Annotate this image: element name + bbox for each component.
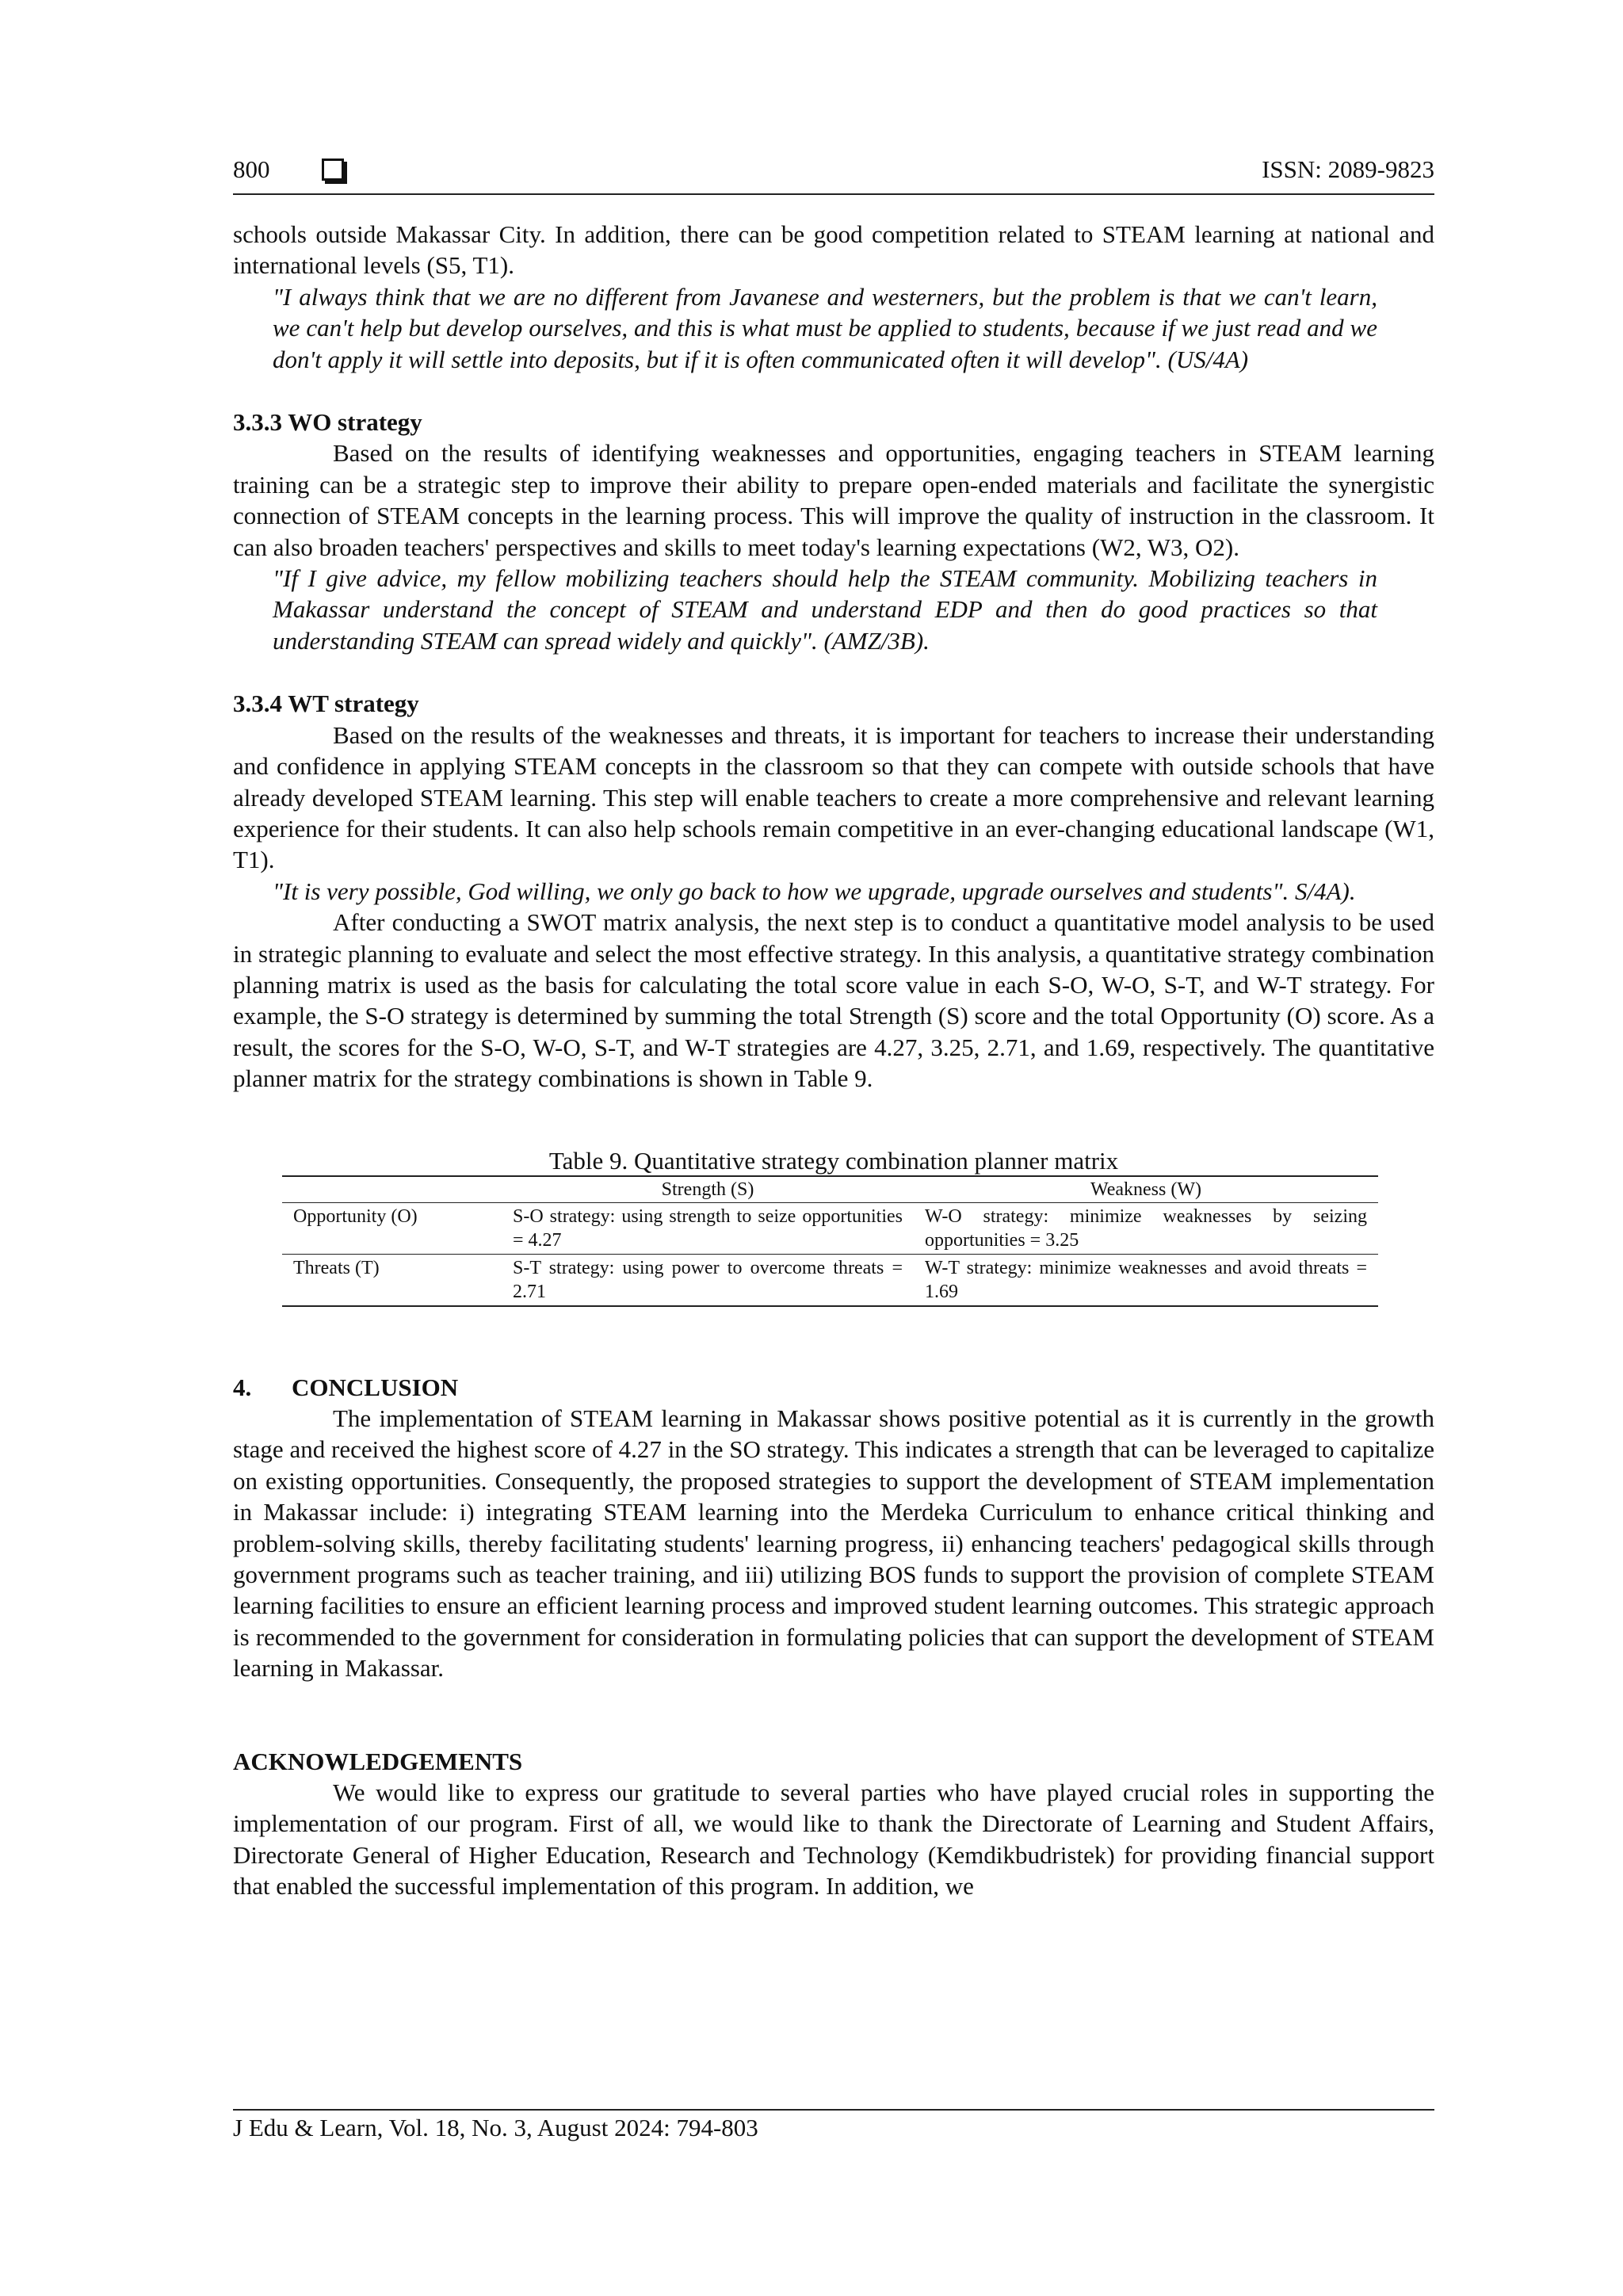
wt-paragraph: Based on the results of the weaknesses and threats, it is important for teachers to increase their understanding and confidence in applying STEAM concepts in the classroom so that they can compete with outside schools that have already developed STEAM learning. This step will enable teachers to create a more comprehensive and relevant learning experience for their students. It can also help schools remain competitive in an ever-changing educational landscape (W1, T1). (233, 720, 1434, 874)
page-header (233, 155, 1434, 195)
interview-quote: "It is very possible, God willing, we only go back to how we upgrade, upgrade ourselves and students". S/4A). (273, 877, 1356, 905)
table-row (282, 1254, 1378, 1306)
conclusion-paragraph: The implementation of STEAM learning in Makassar shows positive potential as it is currently in the growth stage and received the highest score of 4.27 in the SO strategy. This indicates a strength that can be leveraged to capitalize on existing opportunities. Consequently, the proposed strategies to support the development of STEAM implementation in Makassar include: i) integrating STEAM learning into the Merdeka Curriculum to enhance critical thinking and problem-solving skills, thereby facilitating students' learning progress, ii) enhancing teachers' pedagogical skills through government programs such as teacher training, and iii) utilizing BOS funds to support the provision of complete STEAM learning facilities to ensure an efficient learning process and improved student learning outcomes. This strategic approach is recommended to the government for consideration in formulating policies that can support the development of STEAM learning in Makassar. (233, 1404, 1434, 1683)
section-number: 4. (233, 1373, 252, 1401)
interview-quote: "If I give advice, my fellow mobilizing teachers should help the STEAM community. Mobilizing teachers in Makassar understand the concept of STEAM and understand EDP and then do good practices so that understanding STEAM can spread widely and quickly". (AMZ/3B). (273, 564, 1377, 655)
table-header-cell: Strength (S) (502, 1176, 914, 1203)
intro-paragraph: schools outside Makassar City. In addition, there can be good competition related to STEAM learning at national and international levels (S5, T1). (233, 220, 1434, 280)
section-title: CONCLUSION (292, 1373, 459, 1401)
page-number: 800 (233, 155, 270, 183)
table-header-cell (282, 1176, 502, 1203)
interview-quote: "I always think that we are no different from Javanese and westerners, but the problem is that we can't learn, we can't help but develop ourselves, and this is what must be applied to students, because if we just read and we don't apply it will settle into deposits, but if it is often communicated often it will develop". (US/4A) (273, 282, 1377, 373)
table-row-label: Threats (T) (293, 1257, 380, 1278)
journal-citation: J Edu & Learn, Vol. 18, No. 3, August 2024: 794-803 (233, 2114, 758, 2141)
swot-paragraph: After conducting a SWOT matrix analysis, the next step is to conduct a quantitative model analysis to be used in strategic planning to evaluate and select the most effective strategy. In this analysis, a quantitative strategy combination planning matrix is used as the basis for calculating the total score value in each S-O, W-O, S-T, and W-T strategy. For example, the S-O strategy is determined by summing the total Strength (S) score and the total Opportunity (O) score. As a result, the scores for the S-O, W-O, S-T, and W-T strategies are 4.27, 3.25, 2.71, and 1.69, respectively. The quantitative planner matrix for the strategy combinations is shown in Table 9. (233, 908, 1434, 1093)
issn-label: ISSN: 2089-9823 (1262, 155, 1434, 183)
article-body (233, 219, 1434, 1902)
table-header-row (282, 1176, 1378, 1203)
strategy-matrix-table (282, 1175, 1378, 1307)
table-row-label: Opportunity (O) (282, 1202, 502, 1254)
section-heading-wo: 3.3.3 WO strategy (233, 408, 422, 437)
square-bullet-icon (322, 159, 344, 181)
section-heading-wt: 3.3.4 WT strategy (233, 690, 419, 718)
acknowledgements-heading: ACKNOWLEDGEMENTS (233, 1747, 523, 1775)
table-caption: Table 9. Quantitative strategy combination planner matrix (548, 1146, 1119, 1175)
table-cell: S-O strategy: using strength to seize opportunities = 4.27 (502, 1202, 914, 1254)
table-header-cell: Weakness (W) (914, 1176, 1378, 1203)
table-cell: W-O strategy: minimize weaknesses by seizing opportunities = 3.25 (914, 1202, 1378, 1254)
table-cell: W-T strategy: minimize weaknesses and avoid threats = 1.69 (925, 1257, 1367, 1302)
conclusion-heading (233, 1372, 1434, 1403)
table-cell: S-T strategy: using power to overcome threats = 2.71 (513, 1257, 903, 1302)
table-row (282, 1202, 1378, 1254)
wo-paragraph: Based on the results of identifying weaknesses and opportunities, engaging teachers in STEAM learning training can be a strategic step to improve their ability to prepare open-ended materials and facilitate the synergistic connection of STEAM concepts in the learning process. This will improve the quality of instruction in the classroom. It can also broaden teachers' perspectives and skills to meet today's learning expectations (W2, W3, O2). (233, 439, 1434, 561)
acknowledgements-paragraph: We would like to express our gratitude to several parties who have played crucial roles in supporting the implementation of our program. First of all, we would like to thank the Directorate of Learning and Student Affairs, Directorate General of Higher Education, Research and Technology (Kemdikbudristek) for providing financial support that enabled the successful implementation of this program. In addition, we (233, 1778, 1434, 1901)
page-footer (233, 2109, 1434, 2142)
